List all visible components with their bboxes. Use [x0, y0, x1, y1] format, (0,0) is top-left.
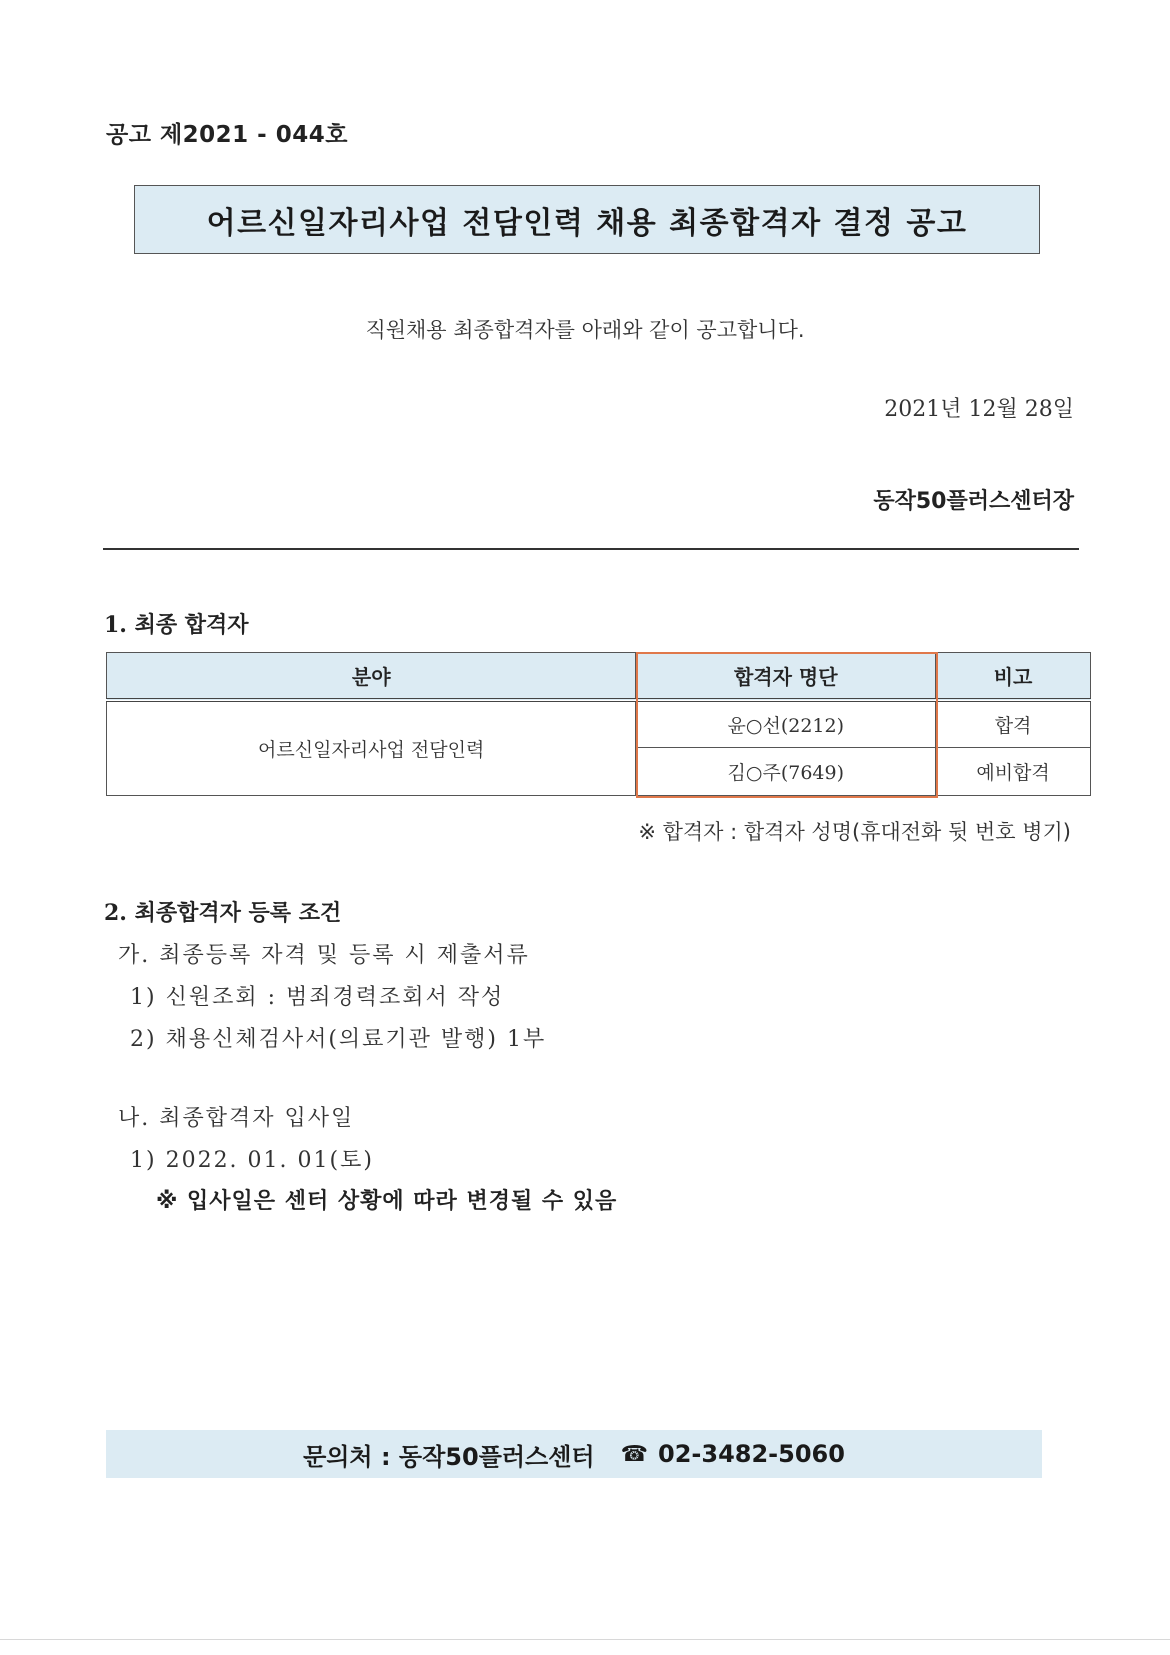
- subsection-ga: 가. 최종등록 자격 및 등록 시 제출서류: [118, 943, 530, 968]
- contact-bar: [106, 1430, 1042, 1478]
- signer: 동작50플러스센터장: [873, 489, 1074, 514]
- section1-title: 1. 최종 합격자: [104, 612, 249, 638]
- field-cell: 어르신일자리사업 전담인력: [107, 700, 636, 796]
- subsection-na: 나. 최종합격자 입사일: [118, 1106, 355, 1131]
- page-edge-line: [0, 1639, 1170, 1640]
- note-cell: 합격: [936, 700, 1091, 748]
- header-names: 합격자 명단: [636, 653, 936, 700]
- notice-title-text: 어르신일자리사업 전담인력 채용 최종합격자 결정 공고: [206, 205, 968, 241]
- table-row: [107, 700, 1091, 748]
- note-cell: 예비합격: [936, 748, 1091, 796]
- table-header-row: [107, 653, 1091, 700]
- notice-title: [134, 185, 1040, 254]
- list-item: 1) 2022. 01. 01(토): [130, 1148, 374, 1173]
- notice-number: 공고 제2021 - 044호: [106, 122, 348, 148]
- result-table: [106, 652, 1091, 796]
- table-footnote: ※ 합격자 : 합격자 성명(휴대전화 뒷 번호 병기): [638, 820, 1071, 844]
- list-item: 2) 채용신체검사서(의료기관 발행) 1부: [130, 1027, 547, 1052]
- name-cell: 김○주(7649): [636, 748, 936, 796]
- name-cell: 윤○선(2212): [636, 700, 936, 748]
- intro-text: 직원채용 최종합격자를 아래와 같이 공고합니다.: [365, 318, 805, 342]
- start-date-note: ※ 입사일은 센터 상황에 따라 변경될 수 있음: [156, 1189, 618, 1214]
- contact-phone: 02-3482-5060: [658, 1440, 845, 1468]
- contact-label: 문의처 : 동작50플러스센터: [303, 1442, 595, 1471]
- list-item: 1) 신원조회 : 범죄경력조회서 작성: [130, 985, 505, 1010]
- section2-title: 2. 최종합격자 등록 조건: [104, 900, 342, 926]
- notice-date: 2021년 12월 28일: [884, 397, 1074, 422]
- phone-icon: ☎: [620, 1441, 649, 1467]
- header-note: 비고: [936, 653, 1091, 700]
- header-field: 분야: [107, 653, 636, 700]
- divider: [103, 548, 1079, 550]
